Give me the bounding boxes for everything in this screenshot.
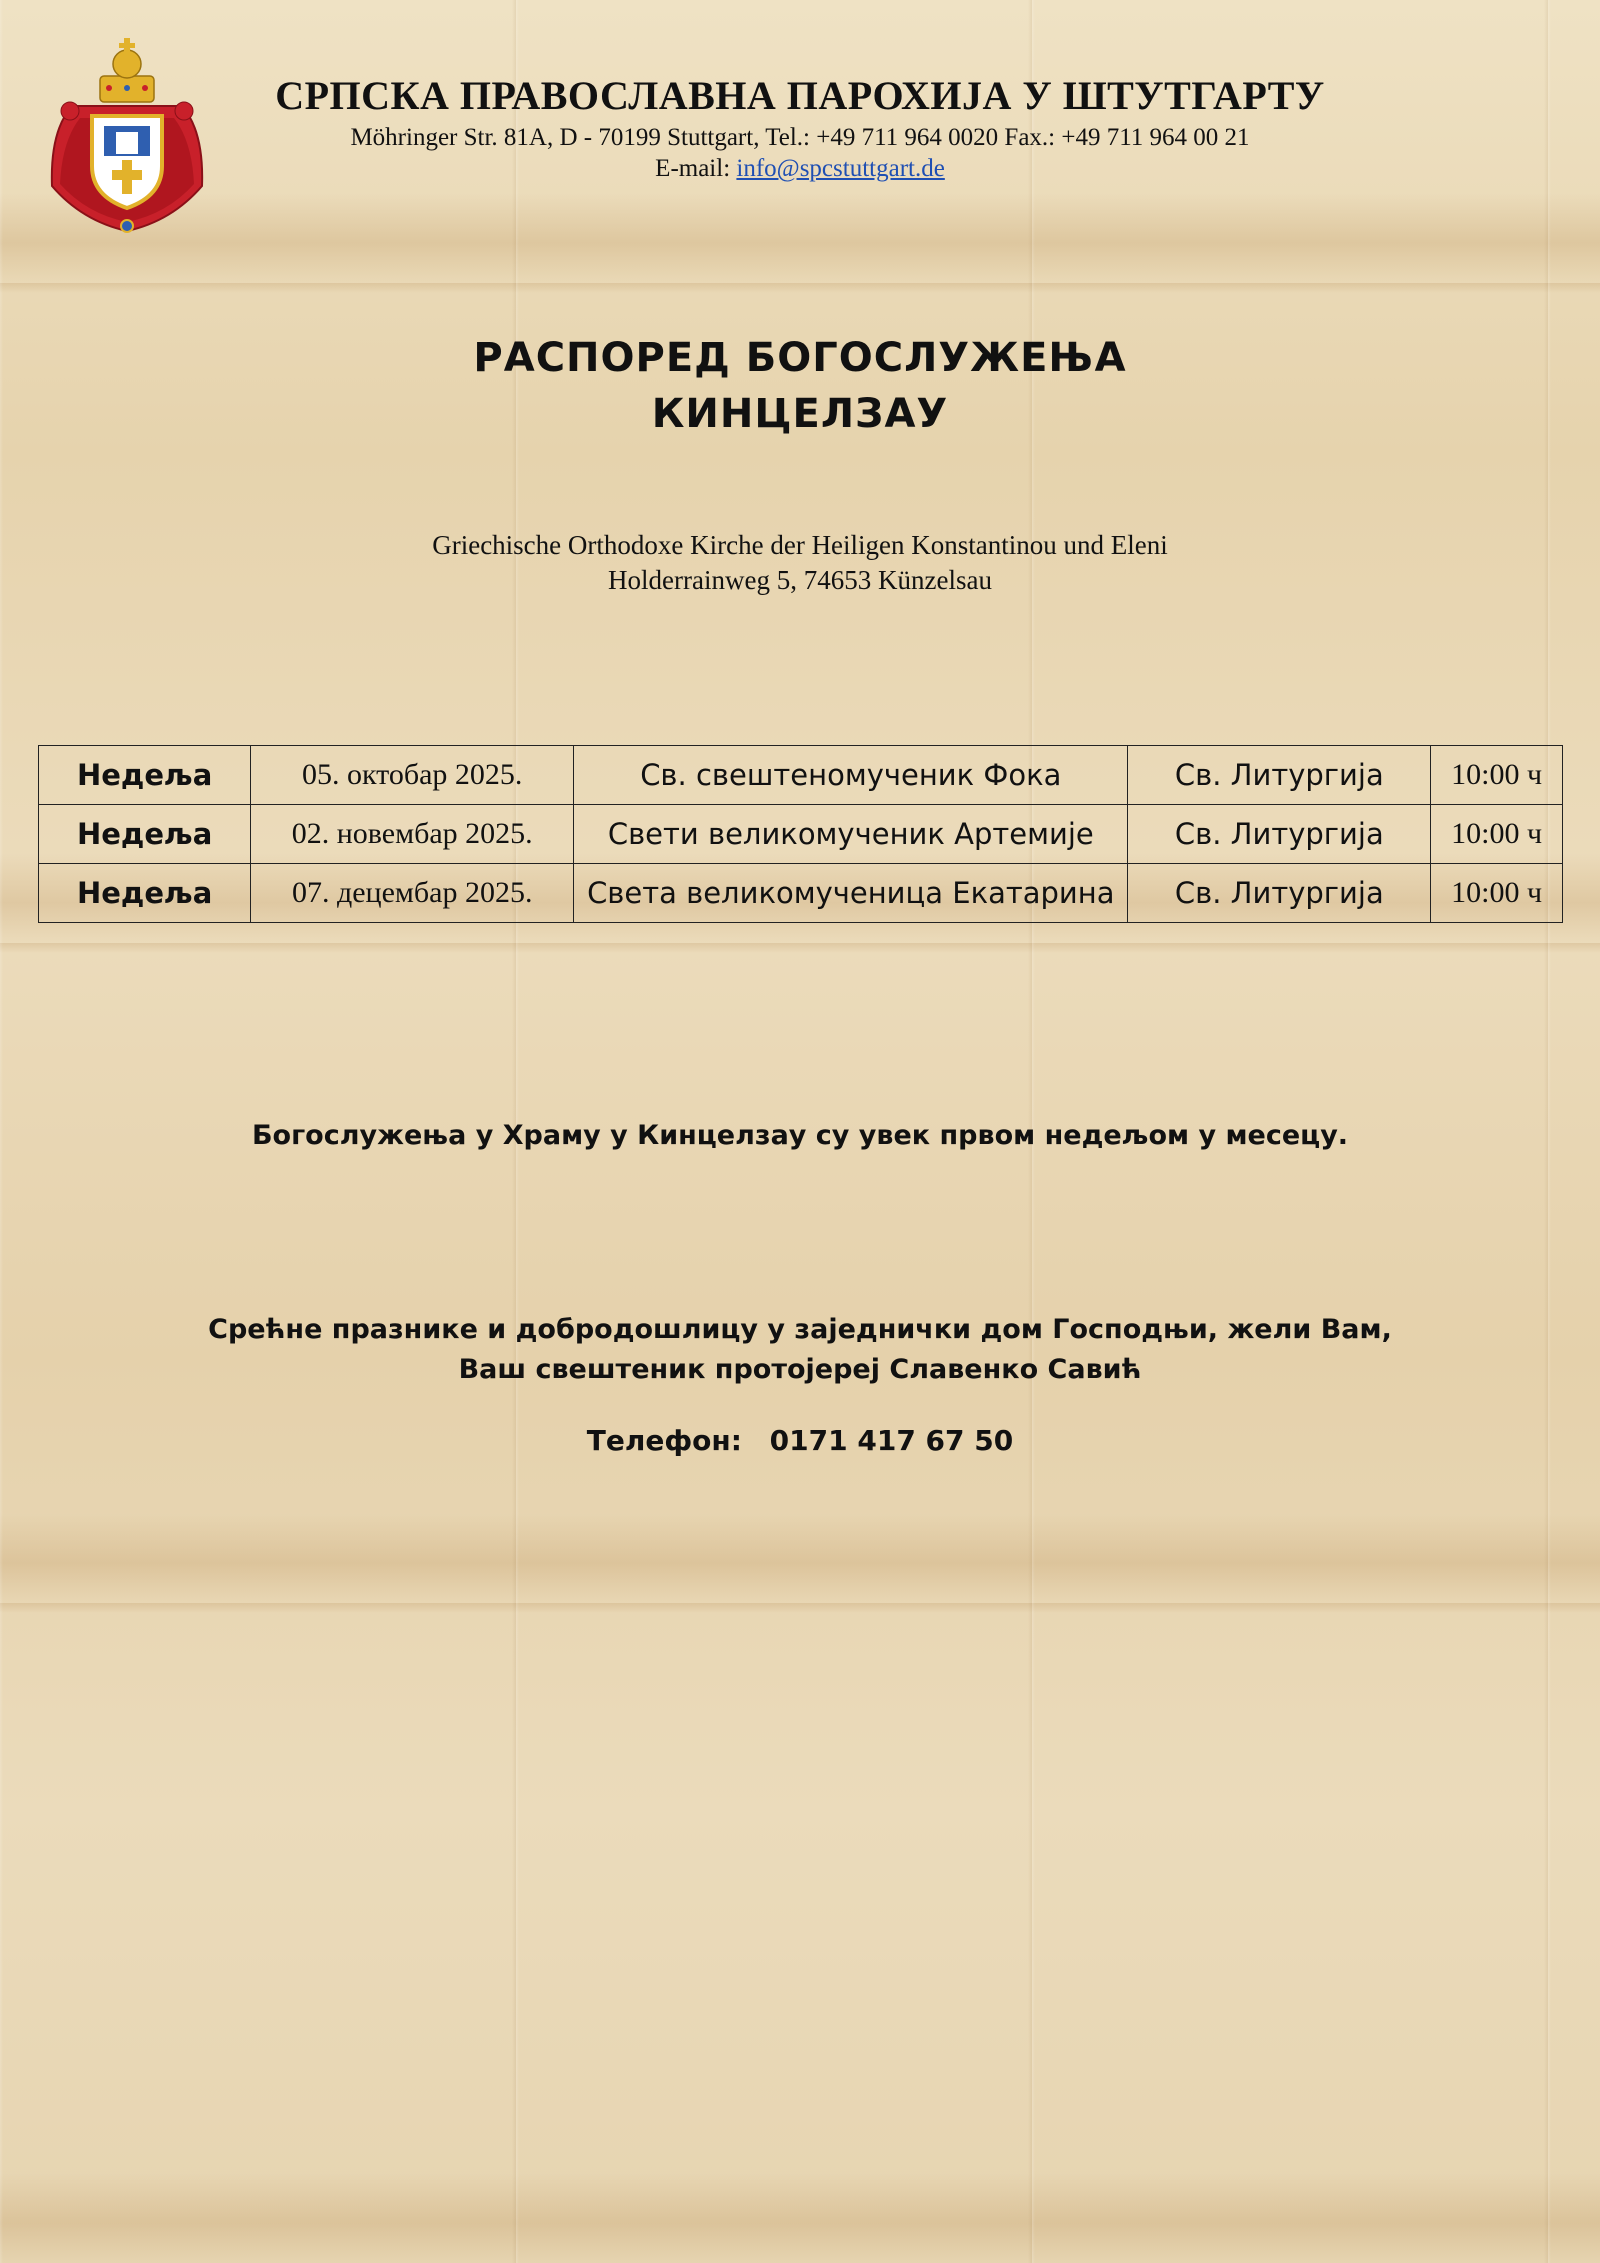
greeting-line2: Ваш свештеник протојереј Славенко Савић (458, 1354, 1142, 1385)
row-service: Св. Литургија (1128, 864, 1431, 923)
row-service: Св. Литургија (1128, 746, 1431, 805)
parish-title: СРПСКА ПРАВОСЛАВНА ПАРОХИЈА У ШТУТГАРТУ (275, 73, 1325, 118)
row-date: 07. децембар 2025. (251, 864, 574, 923)
table-row (39, 746, 1563, 805)
greeting-line1: Срећне празнике и добродошлицу у заједнички дом Господњи, жели Вам, (208, 1314, 1392, 1345)
phone-label: Телефон: (586, 1424, 742, 1457)
church-name: Griechische Orthodoxe Kirche der Heiligen Konstantinou und Eleni (432, 530, 1168, 560)
phone-line (0, 1424, 1600, 1457)
parish-email-line (180, 155, 1420, 183)
table-row (39, 864, 1563, 923)
email-link[interactable]: info@spcstuttgart.de (736, 155, 945, 182)
schedule-note: Богослужења у Храму у Кинцелзау су увек првом недељом у месецу. (251, 1120, 1349, 1151)
row-time: 10:00 ч (1431, 805, 1563, 864)
row-time: 10:00 ч (1431, 746, 1563, 805)
row-day: Недеља (39, 746, 251, 805)
email-label: E-mail: (655, 155, 731, 182)
row-saint: Св. свештеномученик Фока (574, 746, 1128, 805)
phone-number: 0171 417 67 50 (769, 1424, 1014, 1457)
church-location (0, 528, 1600, 598)
schedule-title-line1: РАСПОРЕД БОГОСЛУЖЕЊА (473, 335, 1127, 381)
parish-address: Möhringer Str. 81A, D - 70199 Stuttgart, Tel.: +49 711 964 0020 Fax.: +49 711 964 00 21 (350, 124, 1250, 151)
schedule-table (38, 745, 1563, 923)
row-service: Св. Литургија (1128, 805, 1431, 864)
greeting (0, 1310, 1600, 1390)
table-row (39, 805, 1563, 864)
row-date: 02. новембар 2025. (251, 805, 574, 864)
schedule-title-line2: КИНЦЕЛЗАУ (651, 391, 949, 437)
row-day: Недеља (39, 864, 251, 923)
row-saint: Света великомученица Екатарина (574, 864, 1128, 923)
row-date: 05. октобар 2025. (251, 746, 574, 805)
row-time: 10:00 ч (1431, 864, 1563, 923)
church-address: Holderrainweg 5, 74653 Künzelsau (608, 565, 992, 595)
schedule-title (0, 330, 1600, 442)
row-saint: Свети великомученик Артемије (574, 805, 1128, 864)
row-day: Недеља (39, 805, 251, 864)
